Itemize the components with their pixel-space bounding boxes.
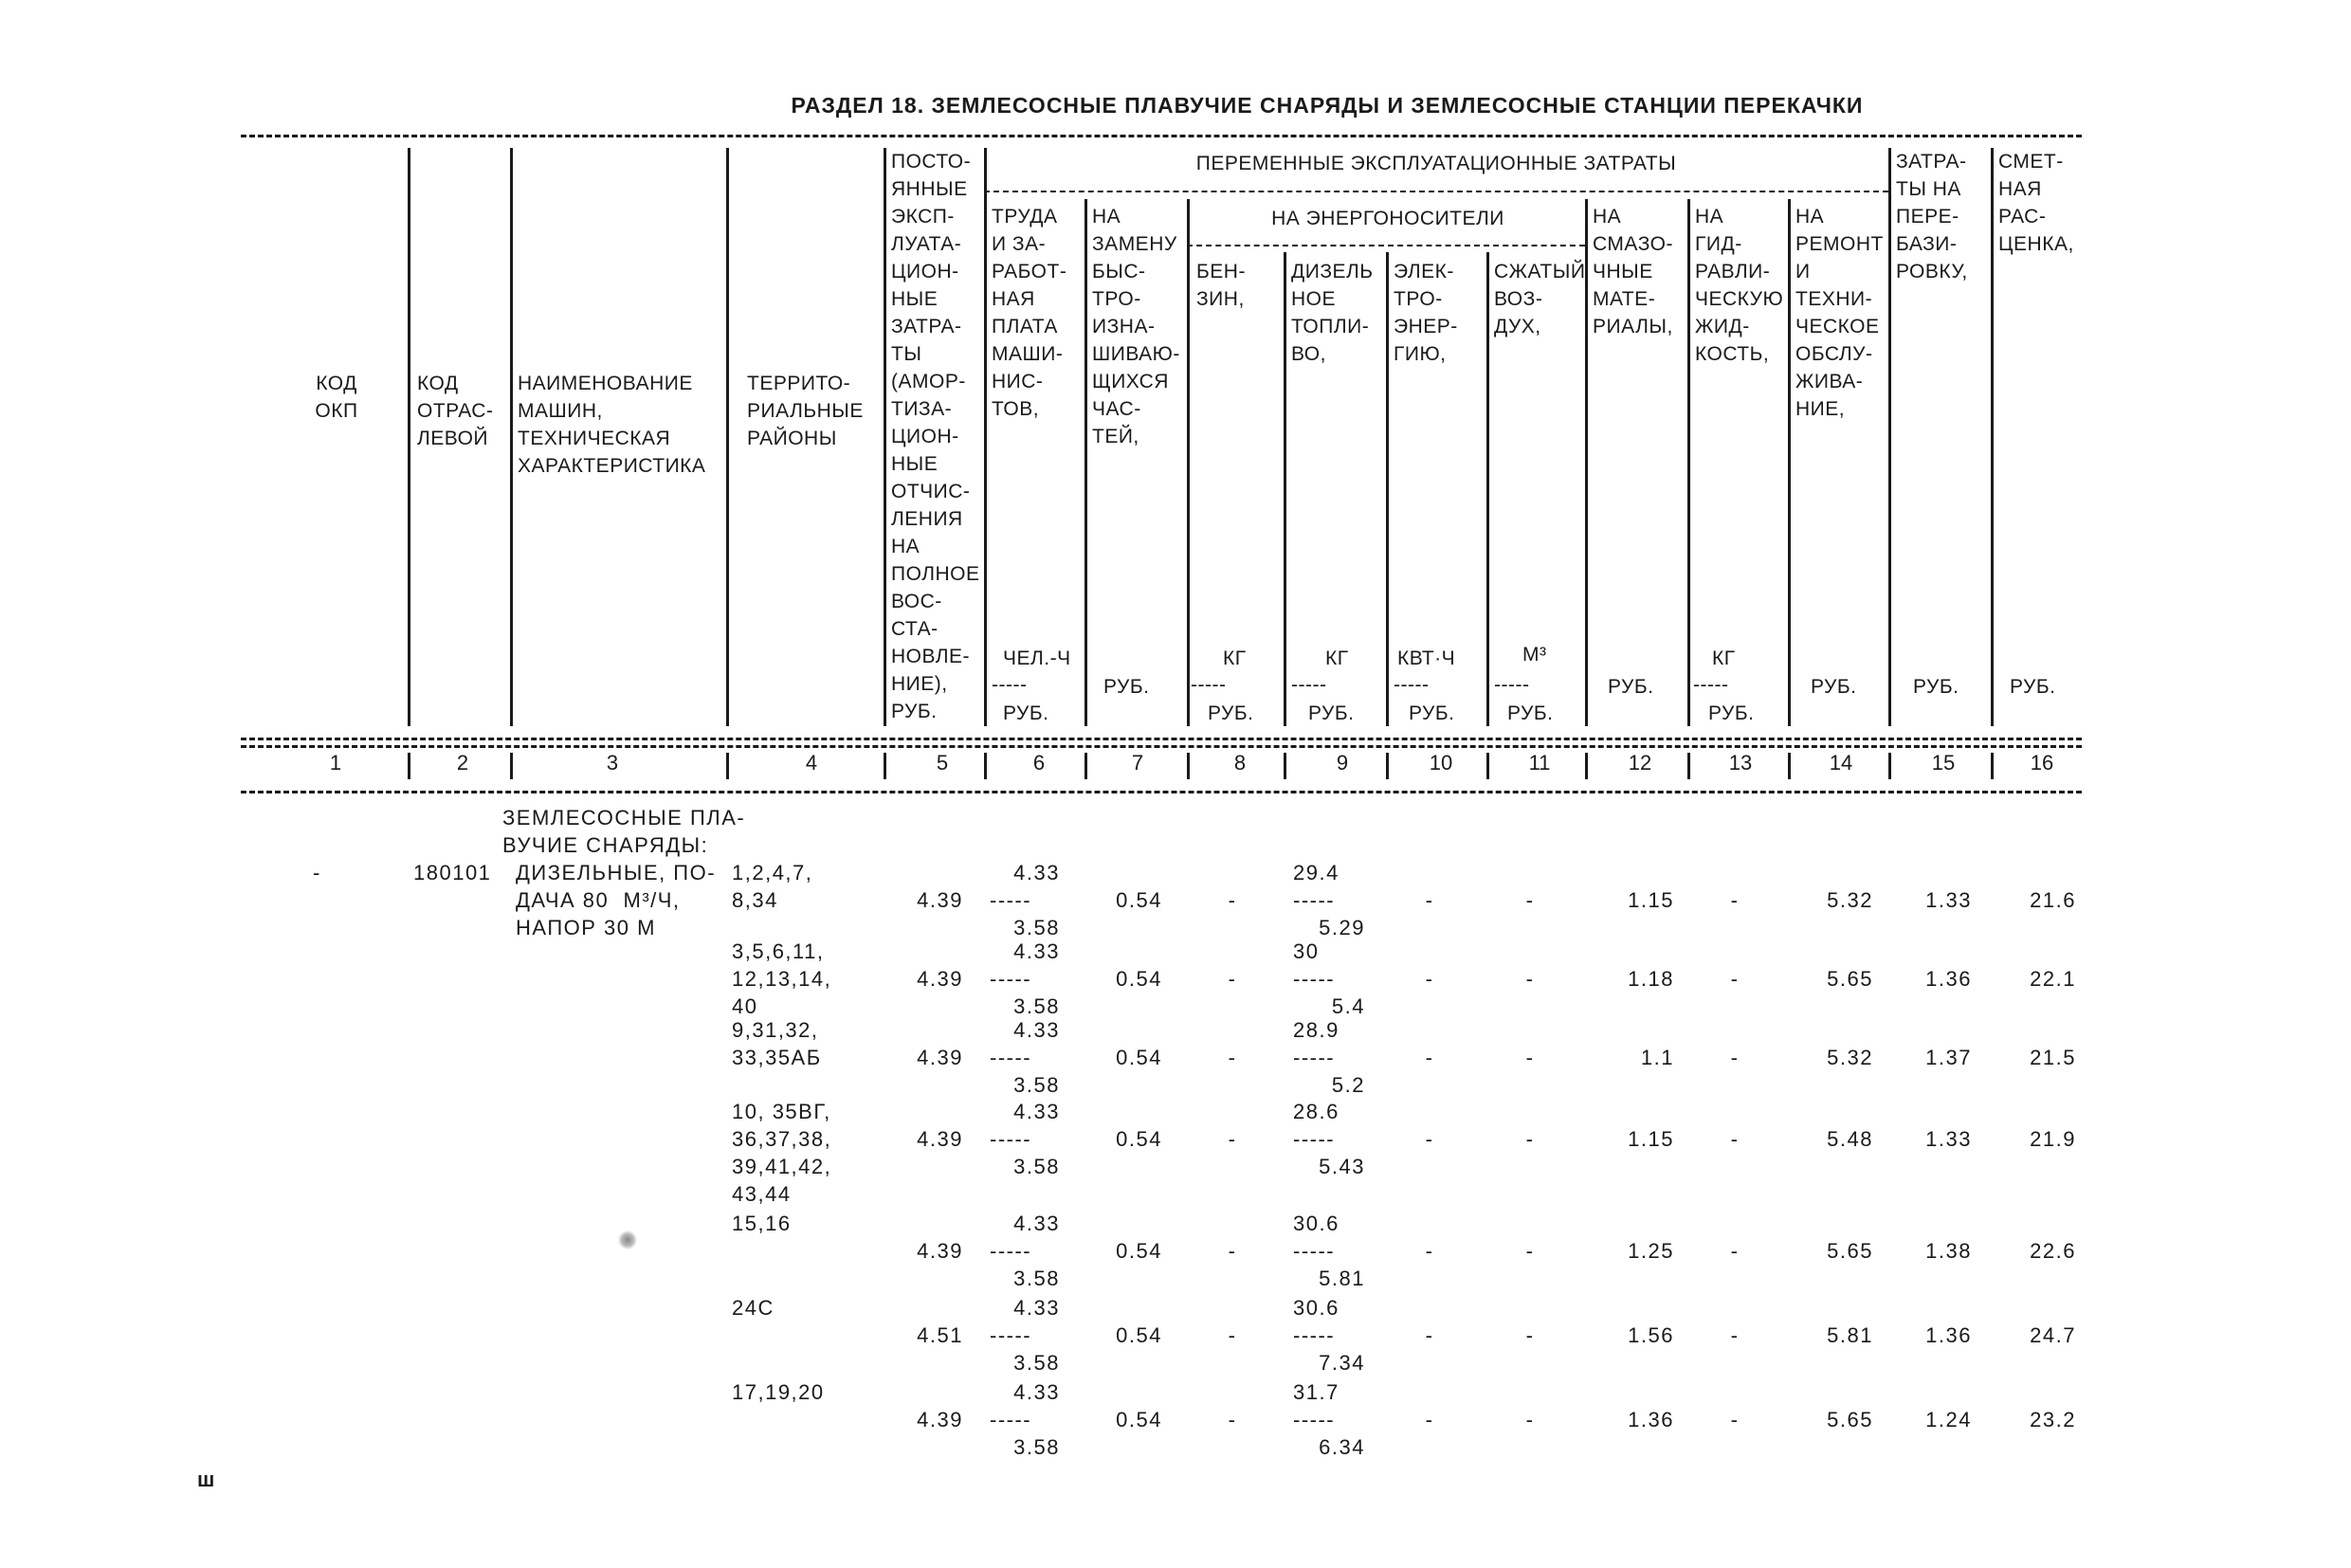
header-col5: ПОСТО- ЯННЫЕ ЭКСП- ЛУАТА- ЦИОН- НЫЕ ЗАТРА- ТЫ (АМОР- ТИЗА- ЦИОН- НЫЕ ОТЧИС- ЛЕНИЯ НА ПОЛНОЕ ВОС- СТА- НОВЛЕ- НИЕ), РУБ. [891,151,980,722]
colnum-divider [1284,753,1286,779]
row-c16: 24.7 [2030,1323,2076,1347]
header-col11-unit-top: М³ [1522,644,1547,665]
row-c6-top: 4.33 [1013,1018,1060,1042]
header-col11-unit-bottom: РУБ. [1507,702,1554,724]
row-c7: 0.54 [1116,1239,1162,1263]
row-c10: - [1425,1239,1434,1263]
row-c10: - [1425,1046,1434,1069]
scan-speck [618,1231,637,1249]
row-c8: - [1228,1323,1237,1347]
row-c12: 1.15 [1628,888,1674,912]
row-c15: 1.36 [1925,967,1972,991]
row-c8: - [1228,967,1237,991]
row-c5: 4.39 [917,1239,963,1263]
row-c6-top: 4.33 [1013,939,1060,963]
row-c9-bottom: 6.34 [1319,1435,1365,1459]
item-okp: - [313,861,321,884]
row-c7: 0.54 [1116,888,1162,912]
row-c10: - [1425,888,1434,912]
row-c6-bottom: 3.58 [1013,1155,1060,1178]
row-c6-bottom: 3.58 [1013,1073,1060,1097]
colnum-divider [884,753,886,779]
row-c5: 4.39 [917,1046,963,1069]
row-c6-dash: ----- [990,1323,1032,1347]
column-number: 15 [1931,751,1956,775]
colnum-divider [1585,753,1588,779]
column-number: 16 [2030,751,2054,775]
column-number: 4 [805,751,818,775]
col-divider [1687,199,1690,726]
section-title: РАЗДЕЛ 18. ЗЕМЛЕСОСНЫЕ ПЛАВУЧИЕ СНАРЯДЫ И ЗЕМЛЕСОСНЫЕ СТАНЦИИ ПЕРЕКАЧКИ [791,93,1864,118]
colnum-divider [1788,753,1791,779]
row-regions: 24С [732,1296,775,1320]
row-c16: 22.6 [2030,1239,2076,1263]
row-c9-bottom: 5.4 [1331,994,1365,1018]
col-divider [1187,199,1190,726]
row-c9-top: 28.6 [1293,1100,1340,1123]
row-c6-bottom: 3.58 [1013,1267,1060,1290]
col-divider [1284,252,1286,726]
row-c12: 1.25 [1628,1239,1674,1263]
header-col12: НА СМАЗО- ЧНЫЕ МАТЕ- РИАЛЫ, [1593,206,1673,337]
row-c12: 1.18 [1628,967,1674,991]
column-number: 3 [606,751,619,775]
row-c7: 0.54 [1116,1046,1162,1069]
header-col1: КОД ОКП [315,373,358,422]
col-divider [1585,199,1588,726]
rule-top [241,135,2082,137]
row-c11: - [1525,967,1535,991]
column-number: 5 [936,751,949,775]
row-c6-bottom: 3.58 [1013,916,1060,939]
row-c12: 1.1 [1640,1046,1674,1069]
row-c6-top: 4.33 [1013,1212,1060,1235]
row-c6-top: 4.33 [1013,1380,1060,1404]
colnum-divider [1687,753,1690,779]
header-col15-unit: РУБ. [1913,676,1959,698]
row-c9-bottom: 5.29 [1319,916,1365,939]
item-name: ДИЗЕЛЬНЫЕ, ПО- ДАЧА 80 М³/Ч, НАПОР 30 М [516,861,717,939]
column-number: 7 [1131,751,1144,775]
row-c10: - [1425,1127,1434,1151]
row-c9-top: 30.6 [1293,1296,1340,1320]
row-c9-dash: ----- [1293,967,1336,991]
header-col4: ТЕРРИТО- РИАЛЬНЫЕ РАЙОНЫ [747,373,864,449]
header-col7: НА ЗАМЕНУ БЫС- ТРО- ИЗНА- ШИВАЮ- ЩИХСЯ ЧАС- ТЕЙ, [1092,206,1180,447]
row-c13: - [1730,1046,1740,1069]
row-c12: 1.15 [1628,1127,1674,1151]
row-c5: 4.51 [917,1323,963,1347]
colnum-divider [510,753,513,779]
col-divider [510,148,513,726]
header-col12-unit: РУБ. [1608,676,1654,698]
row-c5: 4.39 [917,1408,963,1431]
row-c7: 0.54 [1116,1127,1162,1151]
row-c13: - [1730,888,1740,912]
header-col15: ЗАТРА- ТЫ НА ПЕРЕ- БАЗИ- РОВКУ, [1896,151,1968,283]
header-col13-unit-bottom: РУБ. [1708,702,1755,724]
row-c12: 1.36 [1628,1408,1674,1431]
column-number: 8 [1233,751,1247,775]
column-number: 12 [1628,751,1652,775]
colnum-divider [1386,753,1389,779]
row-c14: 5.65 [1827,967,1873,991]
colnum-divider [726,753,729,779]
col-divider [1991,148,1994,726]
row-c9-top: 28.9 [1293,1018,1340,1042]
row-c11: - [1525,1408,1535,1431]
row-c15: 1.24 [1925,1408,1972,1431]
rule-energy [1187,245,1585,246]
row-c7: 0.54 [1116,1323,1162,1347]
row-c14: 5.32 [1827,888,1873,912]
column-number: 2 [456,751,469,775]
row-regions: 3,5,6,11, 12,13,14, 40 [732,939,832,1018]
col-divider [884,148,886,726]
rule-variable-costs [984,191,1888,192]
row-c9-bottom: 7.34 [1319,1351,1365,1375]
column-number: 6 [1032,751,1046,775]
header-col8-unit-bottom: РУБ. [1208,702,1254,724]
row-c14: 5.65 [1827,1239,1873,1263]
col-divider [1084,199,1087,726]
row-c6-dash: ----- [990,1408,1032,1431]
row-c6-top: 4.33 [1013,861,1060,884]
row-c6-dash: ----- [990,967,1032,991]
row-c8: - [1228,1239,1237,1263]
row-c11: - [1525,1239,1535,1263]
item-code: 180101 [413,861,492,884]
row-c10: - [1425,1408,1434,1431]
header-col10-dash: ----- [1394,674,1430,696]
header-col6-unit-bottom: РУБ. [1003,702,1049,724]
row-c9-bottom: 5.81 [1319,1267,1365,1290]
row-c10: - [1425,967,1434,991]
row-c9-top: 30 [1293,939,1320,963]
rule-header-bottom [241,738,2082,740]
colnum-divider [1991,753,1994,779]
header-col9-unit-bottom: РУБ. [1308,702,1355,724]
header-col16-unit: РУБ. [2010,676,2056,698]
row-c11: - [1525,1046,1535,1069]
row-c9-dash: ----- [1293,1127,1336,1151]
row-c14: 5.32 [1827,1046,1873,1069]
header-variable-costs: ПЕРЕМЕННЫЕ ЭКСПЛУАТАЦИОННЫЕ ЗАТРАТЫ [1195,153,1677,174]
row-regions: 10, 35ВГ, 36,37,38, 39,41,42, 43,44 [732,1100,832,1206]
col-divider [984,148,987,726]
header-col3: НАИМЕНОВАНИЕ МАШИН, ТЕХНИЧЕСКАЯ ХАРАКТЕРИСТИКА [518,373,706,477]
column-number: 14 [1829,751,1853,775]
row-c16: 21.9 [2030,1127,2076,1151]
colnum-divider [408,753,410,779]
row-c16: 21.6 [2030,888,2076,912]
row-c11: - [1525,1127,1535,1151]
row-c15: 1.37 [1925,1046,1972,1069]
row-c9-dash: ----- [1293,888,1336,912]
row-c9-top: 30.6 [1293,1212,1340,1235]
row-c13: - [1730,1323,1740,1347]
row-c9-top: 31.7 [1293,1380,1340,1404]
row-c15: 1.33 [1925,888,1972,912]
row-c13: - [1730,1408,1740,1431]
row-c11: - [1525,888,1535,912]
stray-mark: ш [197,1468,215,1491]
row-c5: 4.39 [917,888,963,912]
column-number: 13 [1728,751,1753,775]
header-col8-dash: ----- [1191,674,1227,696]
row-c14: 5.65 [1827,1408,1873,1431]
row-c9-bottom: 5.43 [1319,1155,1365,1178]
header-col13-unit-top: КГ [1712,647,1736,669]
header-col6-unit-top: ЧЕЛ.-Ч [1003,647,1071,669]
header-col10-unit-bottom: РУБ. [1409,702,1455,724]
rule-header-bottom-2 [241,745,2082,748]
header-col10: ЭЛЕК- ТРО- ЭНЕР- ГИЮ, [1394,261,1458,365]
row-regions: 15,16 [732,1212,792,1235]
header-col11-dash: ----- [1494,674,1530,696]
header-col13-dash: ----- [1693,674,1729,696]
colnum-divider [1888,753,1891,779]
header-col11: СЖАТЫЙ ВОЗ- ДУХ, [1494,261,1586,337]
colnum-divider [984,753,987,779]
row-c8: - [1228,1046,1237,1069]
col-divider [408,148,410,726]
row-c14: 5.81 [1827,1323,1873,1347]
row-c6-dash: ----- [990,1239,1032,1263]
row-c9-dash: ----- [1293,1239,1336,1263]
col-divider [1888,148,1891,726]
row-c15: 1.38 [1925,1239,1972,1263]
header-col7-unit: РУБ. [1103,676,1150,698]
header-col9: ДИЗЕЛЬ НОЕ ТОПЛИ- ВО, [1291,261,1374,365]
row-c11: - [1525,1323,1535,1347]
row-c7: 0.54 [1116,1408,1162,1431]
colnum-divider [1187,753,1190,779]
row-c6-dash: ----- [990,1046,1032,1069]
column-number: 10 [1429,751,1453,775]
row-c6-top: 4.33 [1013,1296,1060,1320]
row-c8: - [1228,888,1237,912]
row-regions: 9,31,32, 33,35АБ [732,1018,822,1069]
column-number: 9 [1336,751,1349,775]
header-col13: НА ГИД- РАВЛИ- ЧЕСКУЮ ЖИД- КОСТЬ, [1695,206,1784,365]
header-col2: КОД ОТРАС- ЛЕВОЙ [417,373,494,449]
row-c6-dash: ----- [990,888,1032,912]
column-number: 11 [1528,751,1551,775]
row-c9-dash: ----- [1293,1046,1336,1069]
header-col14: НА РЕМОНТ И ТЕХНИ- ЧЕСКОЕ ОБСЛУ- ЖИВА- НИЕ, [1795,206,1884,420]
colnum-divider [1486,753,1489,779]
col-divider [1486,252,1489,726]
header-col8-unit-top: КГ [1223,647,1247,669]
header-col16: СМЕТ- НАЯ РАС- ЦЕНКА, [1998,151,2074,255]
row-c16: 23.2 [2030,1408,2076,1431]
row-c6-bottom: 3.58 [1013,1351,1060,1375]
row-c6-bottom: 3.58 [1013,1435,1060,1459]
row-c8: - [1228,1408,1237,1431]
row-c14: 5.48 [1827,1127,1873,1151]
header-col9-unit-top: КГ [1325,647,1349,669]
row-c9-bottom: 5.2 [1331,1073,1365,1097]
col-divider [1788,199,1791,726]
rule-colnums-bottom [241,791,2082,793]
row-c10: - [1425,1323,1434,1347]
column-number: 1 [329,751,342,775]
row-c16: 21.5 [2030,1046,2076,1069]
row-c13: - [1730,1239,1740,1263]
colnum-divider [1084,753,1087,779]
row-c6-bottom: 3.58 [1013,994,1060,1018]
row-c6-top: 4.33 [1013,1100,1060,1123]
group-title: ЗЕМЛЕСОСНЫЕ ПЛА- ВУЧИЕ СНАРЯДЫ: [502,806,746,857]
header-col6: ТРУДА И ЗА- РАБОТ- НАЯ ПЛАТА МАШИ- НИС- ТОВ, [992,206,1067,420]
row-c5: 4.39 [917,967,963,991]
row-c12: 1.56 [1628,1323,1674,1347]
row-c13: - [1730,967,1740,991]
header-col9-dash: ----- [1291,674,1327,696]
row-c8: - [1228,1127,1237,1151]
header-col14-unit: РУБ. [1811,676,1857,698]
col-divider [726,148,729,726]
row-c13: - [1730,1127,1740,1151]
header-col6-dash: ----- [992,674,1028,696]
row-c6-dash: ----- [990,1127,1032,1151]
header-col8: БЕН- ЗИН, [1196,261,1246,310]
row-regions: 1,2,4,7, 8,34 [732,861,813,912]
row-c15: 1.33 [1925,1127,1972,1151]
row-c16: 22.1 [2030,967,2076,991]
row-regions: 17,19,20 [732,1380,825,1404]
row-c9-dash: ----- [1293,1323,1336,1347]
row-c15: 1.36 [1925,1323,1972,1347]
row-c9-dash: ----- [1293,1408,1336,1431]
col-divider [1386,252,1389,726]
row-c7: 0.54 [1116,967,1162,991]
header-energy: НА ЭНЕРГОНОСИТЕЛИ [1271,208,1504,229]
row-c5: 4.39 [917,1127,963,1151]
row-c9-top: 29.4 [1293,861,1340,884]
header-col10-unit-top: КВТ·Ч [1397,647,1456,669]
